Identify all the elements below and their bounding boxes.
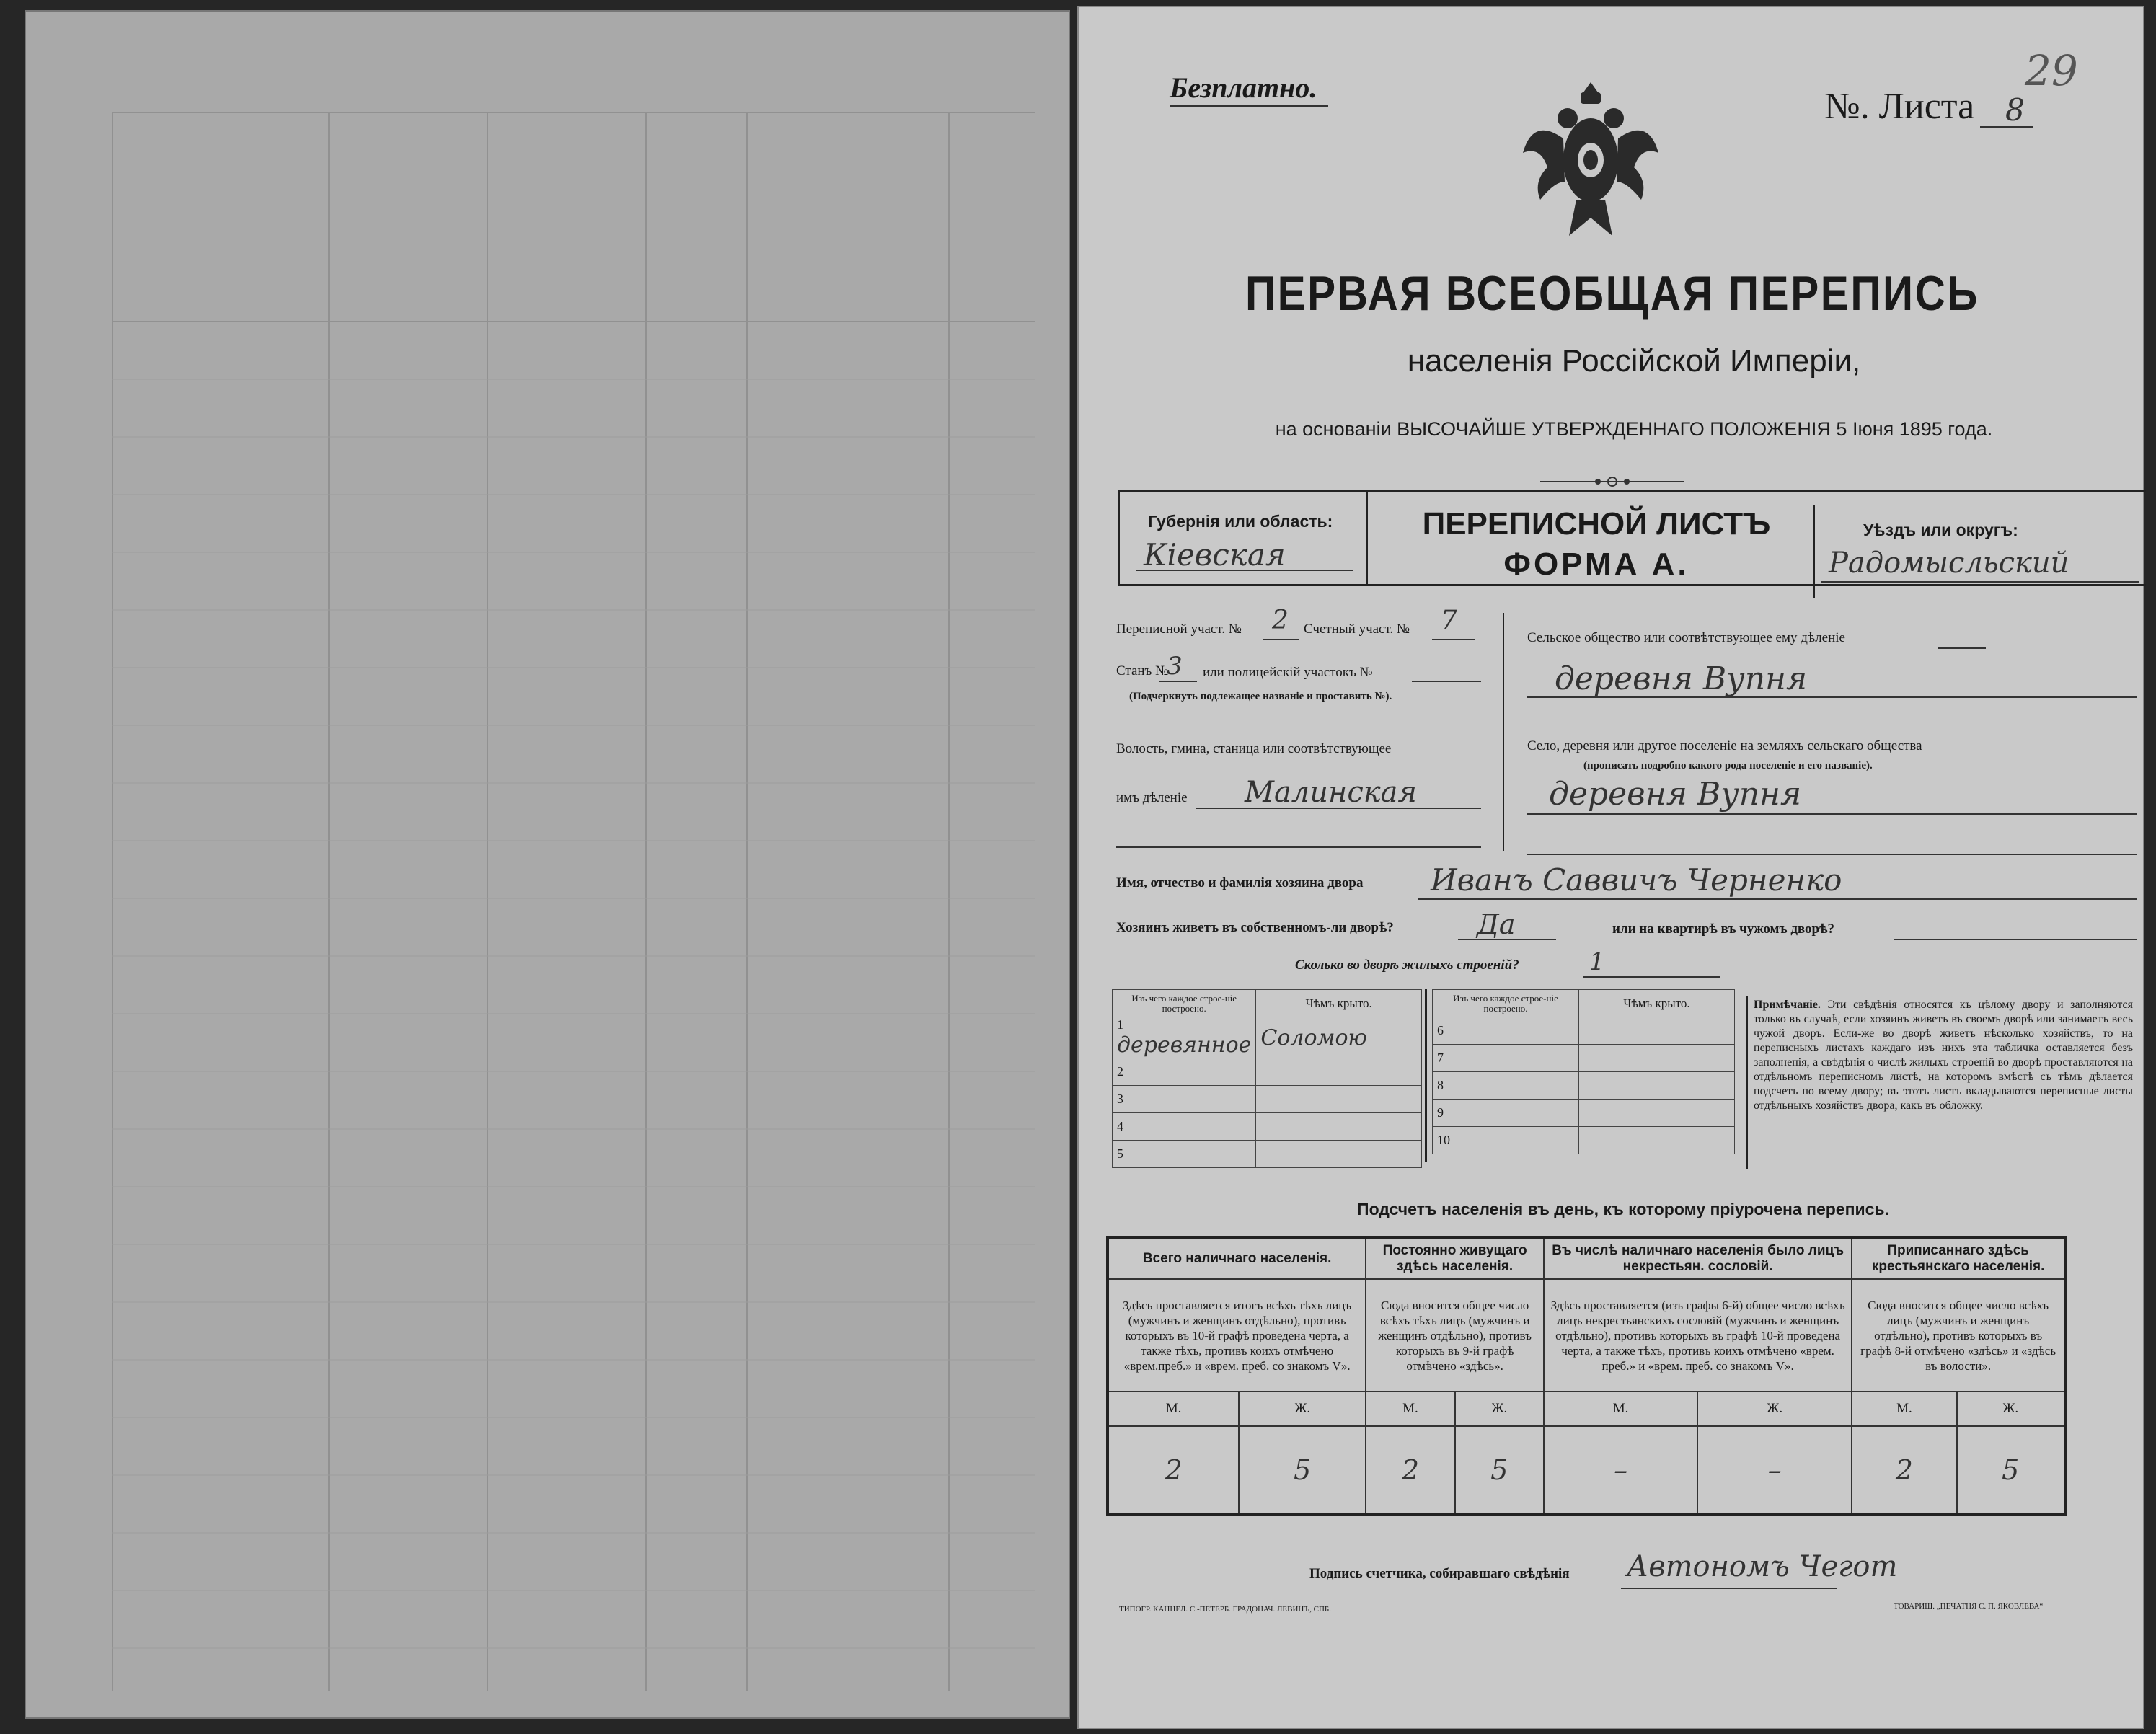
row-number: 9 [1433,1100,1579,1127]
district-label: Уѣздъ или округъ: [1863,521,2018,539]
buildings-note [1754,998,2133,1113]
pop-female-label: Ж. [1455,1392,1544,1426]
table-row [1113,1017,1422,1058]
buildings-table-right [1432,989,1735,1154]
district-value: Радомысльский [1829,547,2069,580]
own-yard-value: Да [1477,908,1516,940]
buildings-table-left [1112,989,1422,1168]
bleed-through-grid [26,12,1072,1720]
buildings-col-material: Изъ чего каждое строе-ніе построено. [1113,990,1256,1017]
table-row [1433,1127,1735,1154]
pop-peasant-female: 5 [1957,1426,2065,1514]
row-number: 7 [1433,1045,1579,1072]
pop-note-non-peasant: Здѣсь проставляется (изъ графы 6-й) общее число всѣхъ лицъ некрестьянскихъ сословій (мужчинъ и женщинъ отдѣльно), противъ которыхъ въ графѣ 10-й проведена черта, а также тѣхъ, противъ коихъ отмѣчено «врем. преб.» и «врем. преб. со знакомъ V». [1544,1279,1852,1392]
form-type-title: ПЕРЕПИСНОЙ ЛИСТЪ [1422,506,1771,541]
table-row [1113,1058,1422,1086]
pop-non-peasant-female: – [1697,1426,1852,1514]
table-row [1433,1017,1735,1045]
form-title: ПЕРВАЯ ВСЕОБЩАЯ ПЕРЕПИСЬ [1245,266,1980,321]
volost-label-2: имъ дѣленіе [1116,790,1188,805]
census-section-label: Переписной участ. № [1116,622,1242,637]
printer-left: ТИПОГР. КАНЦЕЛ. С.-ПЕТЕРБ. ГРАДОНАЧ. ЛЕВИНЪ, СПБ. [1119,1605,1331,1614]
owner-value: Иванъ Саввичъ Черненко [1431,862,1842,898]
pop-peasant-male: 2 [1852,1426,1956,1514]
imperial-eagle-emblem [1519,74,1663,247]
table-row [1433,1100,1735,1127]
counting-section-label: Счетный участ. № [1304,622,1410,637]
table-row [1113,1113,1422,1141]
province-value: Кіевская [1144,537,1286,572]
row-number: 2 [1113,1058,1256,1086]
stan-value: 3 [1167,652,1183,681]
building-material: деревянное [1117,1032,1252,1058]
population-title: Подсчетъ населенія въ день, къ которому пріурочена перепись. [1357,1200,1889,1218]
village-note: (прописать подробно какого рода поселеніе и его названіе). [1583,760,1873,771]
pop-resident-male: 2 [1366,1426,1454,1514]
census-section-value: 2 [1272,606,1289,635]
pop-female-label: Ж. [1239,1392,1366,1426]
pop-total-female: 5 [1239,1426,1366,1514]
row-number: 8 [1433,1072,1579,1100]
printer-right: ТОВАРИЩ. „ПЕЧАТНЯ С. П. ЯКОВЛЕВА“ [1894,1602,2044,1611]
village-label: Село, деревня или другое поселеніе на земляхъ сельскаго общества [1527,738,1922,753]
population-table [1106,1236,2067,1516]
census-form-page [1077,6,2144,1729]
pop-note-total: Здѣсь проставляется итогъ всѣхъ тѣхъ лицъ (мужчинъ и женщинъ отдѣльно), противъ которыхъ въ 10-й графѣ проведена черта, а также тѣхъ, противъ коихъ отмѣчено «врем.преб.» и «врем. преб. со знакомъ V». [1108,1279,1366,1392]
pop-male-label: М. [1366,1392,1454,1426]
province-label: Губернія или область: [1148,512,1333,531]
table-row [1113,1086,1422,1113]
row-number: 4 [1113,1113,1256,1141]
pop-male-label: М. [1544,1392,1697,1426]
buildings-col-roof: Чѣмъ крыто. [1579,990,1735,1017]
own-yard-label: Хозяинъ живетъ въ собственномъ-ли дворѣ? [1116,920,1394,935]
village-value: деревня Вупня [1549,776,1802,813]
free-stamp: Безплатно. [1170,71,1317,104]
society-label: Сельское общество или соотвѣтствующее ему дѣленіе [1527,630,1845,645]
note-text: Эти свѣдѣнія относятся къ цѣлому двору и заполняются только въ случаѣ, если хозяинъ живетъ въ своемъ дворѣ или занимаетъ весь чужой дворъ. Если-же во дворѣ живетъ нѣсколько хозяйствъ, то на переписныхъ листахъ каждаго изъ нихъ эта табличка оставляется безъ заполненія, а свѣдѣнія о числѣ жилыхъ строеній во дворѣ проставляются на отдѣльномъ переписномъ листѣ, на которомъ вмѣстѣ съ тѣмъ дѣлается подсчетъ по всему двору; въ этотъ листъ вкладываются переписные листы отдѣльныхъ хозяйствъ двора, какъ въ обложку. [1754,999,2134,1112]
volost-value: Малинская [1245,776,1418,809]
building-roof: Соломою [1260,1025,1367,1050]
underline-note: (Подчеркнуть подлежащее названіе и проставить №). [1129,691,1392,702]
counting-section-value: 7 [1441,606,1457,635]
rent-label: или на квартирѣ въ чужомъ дворѣ? [1612,921,1835,937]
owner-label: Имя, отчество и фамилія хозяина двора [1116,875,1364,890]
left-page [25,10,1070,1719]
buildings-question-label: Сколько во дворѣ жилыхъ строеній? [1295,957,1519,973]
row-number: 5 [1113,1141,1256,1168]
volost-label-1: Волость, гмина, станица или соотвѣтствующее [1116,741,1392,756]
buildings-col-material: Изъ чего каждое строе-ніе построено. [1433,990,1579,1017]
table-row [1433,1072,1735,1100]
stan-label: Станъ № [1116,663,1169,678]
row-number: 3 [1113,1086,1256,1113]
sheet-number: 8 [2005,92,2025,128]
pop-header-peasant: Приписаннаго здѣсь крестьянскаго населенія. [1852,1237,2065,1279]
pop-female-label: Ж. [1697,1392,1852,1426]
row-number: 6 [1433,1017,1579,1045]
pop-header-non-peasant: Въ числѣ наличнаго населенія было лицъ некрестьян. сословій. [1544,1237,1852,1279]
pop-total-male: 2 [1108,1426,1239,1514]
pop-header-total: Всего наличнаго населенія. [1108,1237,1366,1279]
signature-label: Подпись счетчика, собиравшаго свѣдѣнія [1309,1566,1570,1581]
table-row [1433,1045,1735,1072]
archive-page-number: 29 [2025,46,2078,95]
pop-note-resident: Сюда вносится общее число всѣхъ тѣхъ лицъ (мужчинъ и женщинъ отдѣльно), противъ которыхъ въ 9-й графѣ отмѣчено «здѣсь». [1366,1279,1544,1392]
pop-resident-female: 5 [1455,1426,1544,1514]
pop-female-label: Ж. [1957,1392,2065,1426]
ornament-divider [1540,474,1684,489]
decree-line: на основаніи ВЫСОЧАЙШЕ УТВЕРЖДЕННАГО ПОЛОЖЕНІЯ 5 Іюня 1895 года. [1275,418,1993,440]
buildings-question-value: 1 [1589,947,1605,976]
buildings-col-roof: Чѣмъ крыто. [1256,990,1422,1017]
table-row [1113,1141,1422,1168]
row-number: 1 [1117,1017,1123,1032]
police-label: или полицейскій участокъ № [1203,665,1373,680]
signature-value: Автономъ Чегот [1627,1550,1898,1583]
row-number: 10 [1433,1127,1579,1154]
pop-male-label: М. [1852,1392,1956,1426]
pop-note-peasant: Сюда вносится общее число всѣхъ лицъ (мужчинъ и женщинъ отдѣльно), противъ которыхъ въ графѣ 8-й отмѣчено «здѣсь» и «здѣсь въ волости». [1852,1279,2065,1392]
society-value: деревня Вупня [1555,660,1808,697]
form-subtitle: населенія Россійской Имперіи, [1407,343,1861,379]
form-name: ФОРМА А. [1503,547,1689,582]
pop-header-resident: Постоянно живущаго здѣсь населенія. [1366,1237,1544,1279]
note-title: Примѣчаніе. [1754,999,1821,1011]
pop-non-peasant-male: – [1544,1426,1697,1514]
pop-male-label: М. [1108,1392,1239,1426]
sheet-label: №. Листа [1824,86,1975,127]
